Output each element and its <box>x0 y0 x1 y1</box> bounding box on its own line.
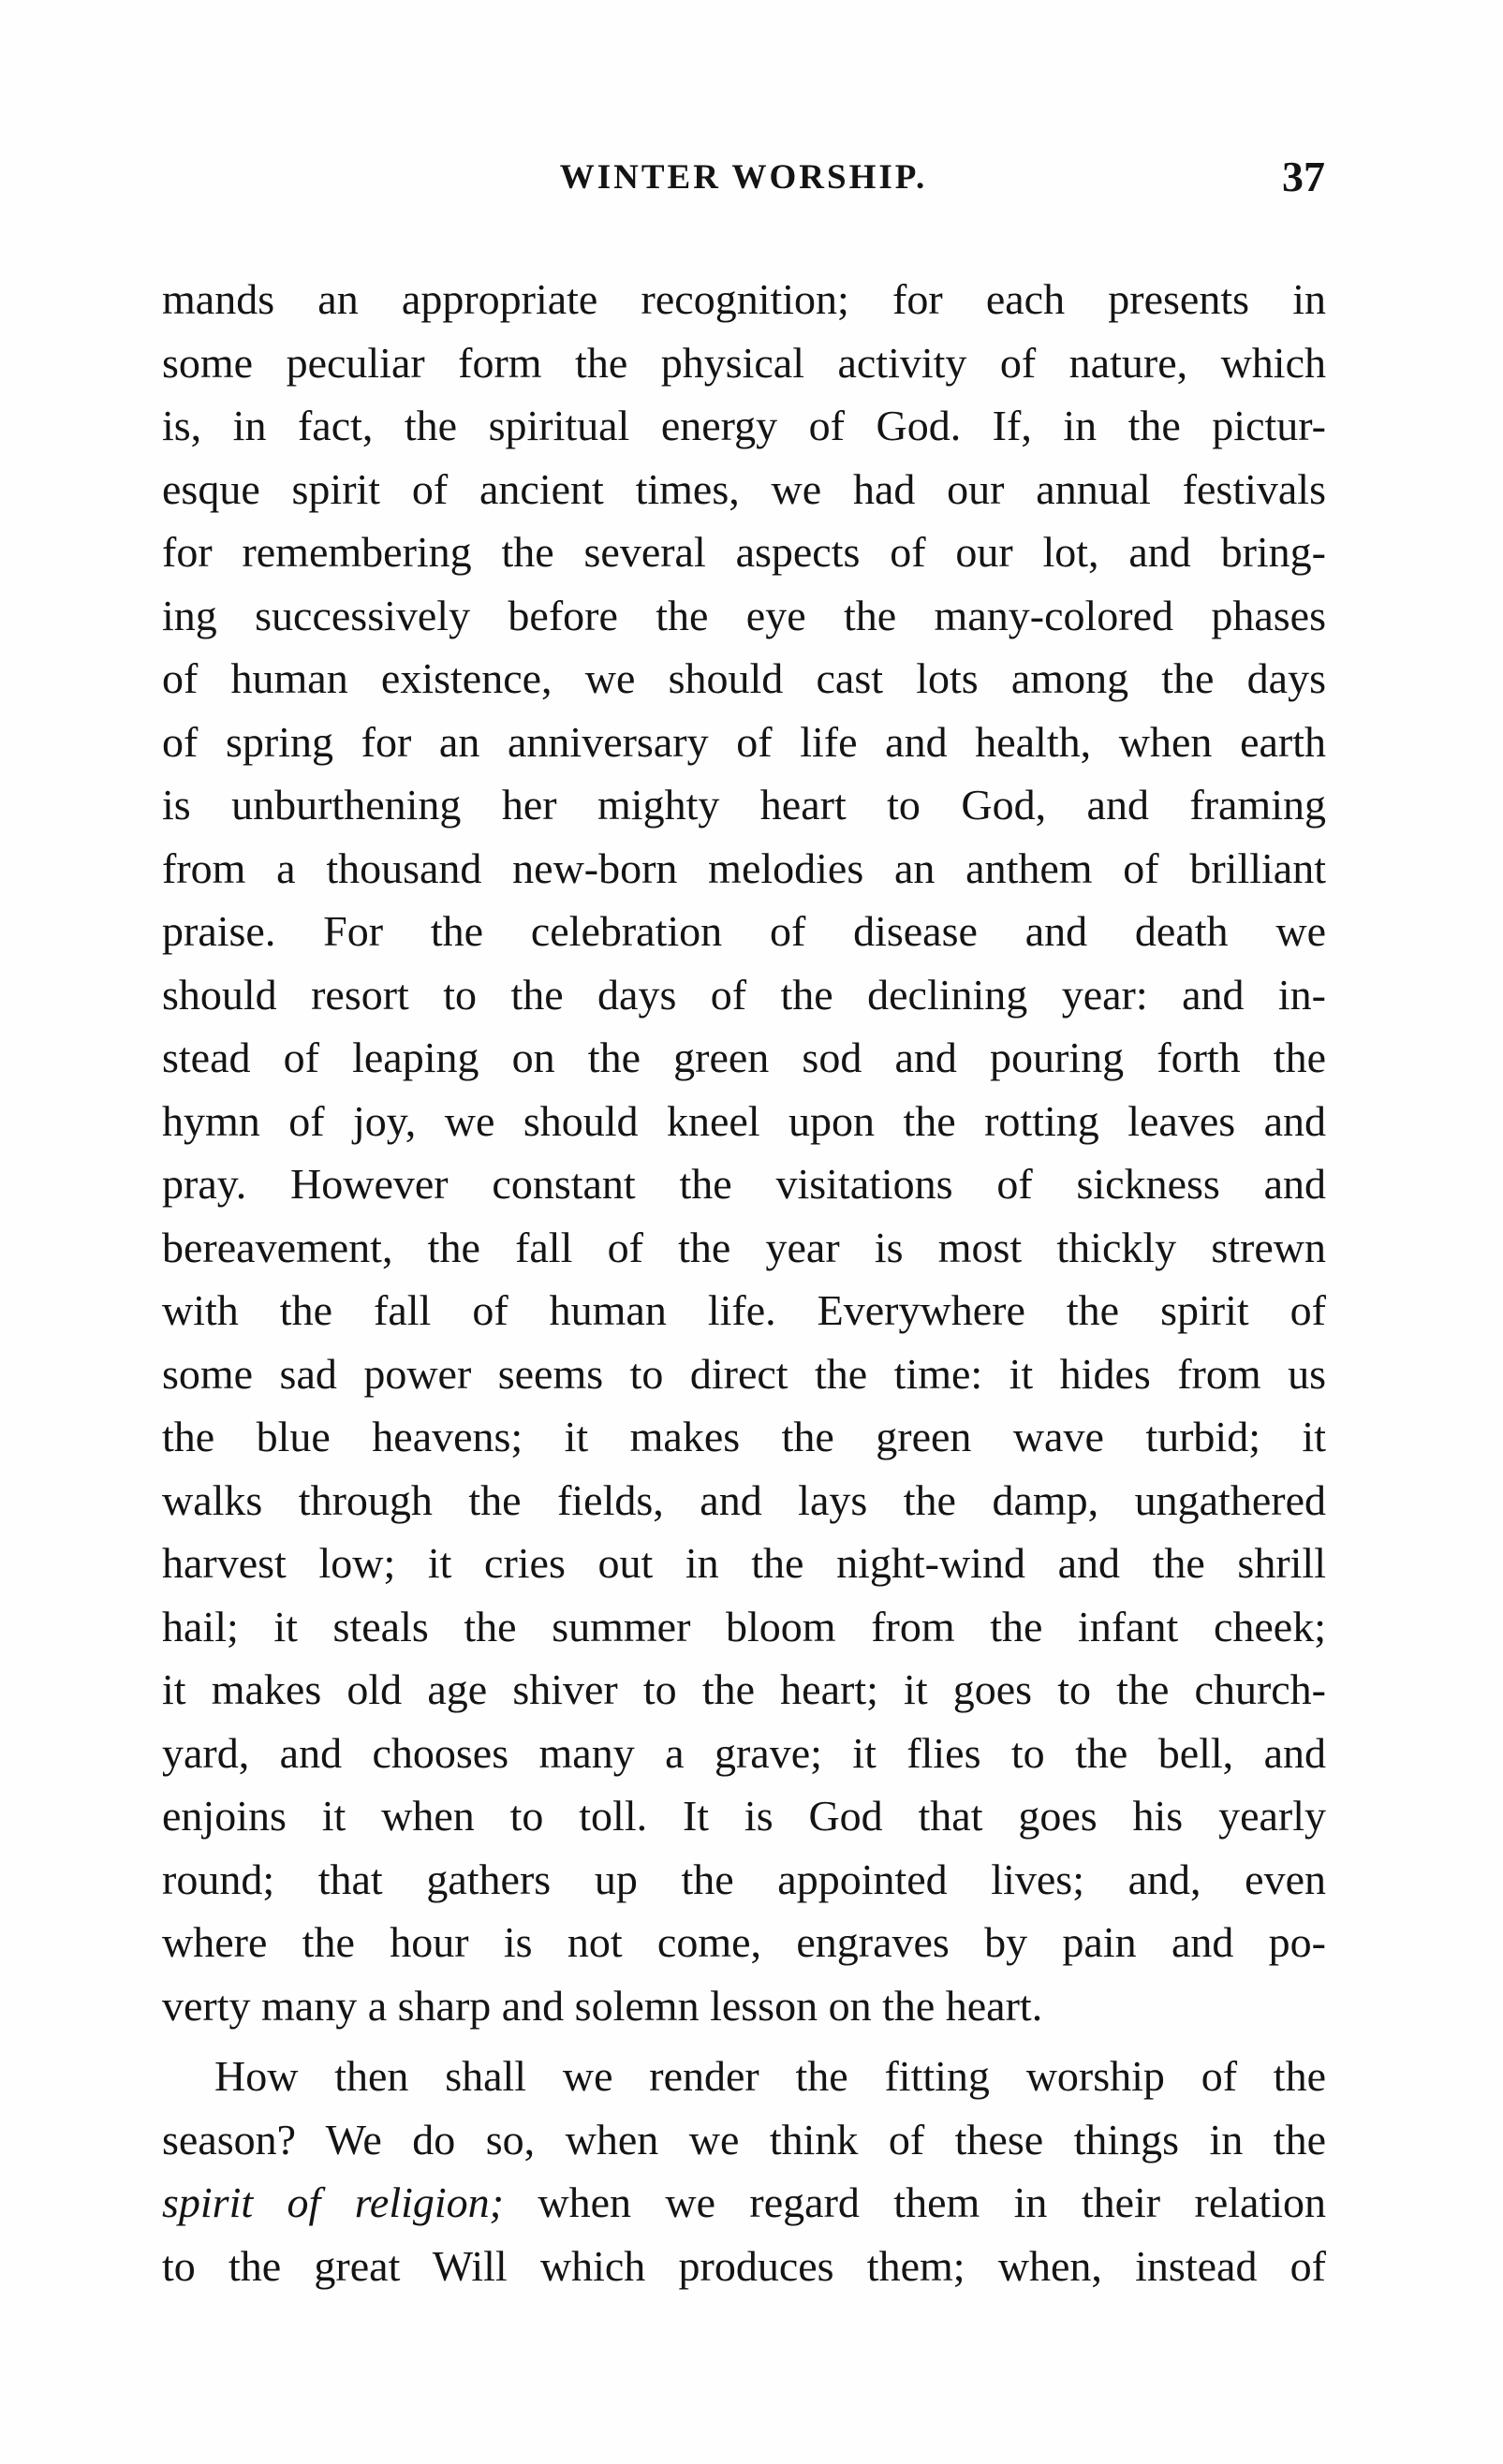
page-number: 37 <box>1282 153 1325 200</box>
text-line: How then shall we render the fitting worship of the <box>214 2052 1326 2100</box>
text-line: is, in fact, the spiritual energy of God. If, in the pictur- <box>162 402 1326 449</box>
text-line: mands an appropriate recognition; for each presents in <box>162 275 1326 323</box>
text-line: of spring for an anniversary of life and health, when earth <box>162 717 1326 766</box>
text-line: from a thousand new-born melodies an anthem of brilliant <box>162 843 1326 892</box>
text-line: for remembering the several aspects of our lot, and bring- <box>162 528 1326 576</box>
text-line: yard, and chooses many a grave; it flies to the bell, and <box>162 1728 1326 1777</box>
text-line: stead of leaping on the green sod and pouring forth the <box>162 1034 1326 1081</box>
text-line: is unburthening her mighty heart to God, and framing <box>162 781 1326 829</box>
text-line: some sad power seems to direct the time: it hides from us <box>162 1349 1326 1398</box>
body-text <box>162 268 1326 2297</box>
text-line: hymn of joy, we should kneel upon the rotting leaves and <box>162 1096 1326 1145</box>
paragraph-2 <box>162 2045 1326 2297</box>
text-line: round; that gathers up the appointed lives; and, even <box>162 1855 1326 1903</box>
text-line: harvest low; it cries out in the night-wind and the shrill <box>162 1539 1326 1587</box>
text-line: verty many a sharp and solemn lesson on the heart. <box>162 1981 1043 2030</box>
text-line: walks through the fields, and lays the damp, ungathered <box>162 1475 1326 1524</box>
text-line: praise. For the celebration of disease and death we <box>162 907 1326 955</box>
text-line: some peculiar form the physical activity of nature, which <box>162 338 1326 387</box>
text-line: where the hour is not come, engraves by pain and po- <box>162 1918 1326 1966</box>
text-line: pray. However constant the visitations of sickness and <box>162 1160 1326 1208</box>
text-line: ing successively before the eye the many-colored phases <box>162 591 1326 639</box>
text-line: it makes old age shiver to the heart; it goes to the church- <box>162 1665 1326 1713</box>
paragraph-1 <box>162 268 1326 2037</box>
page-header <box>162 148 1325 204</box>
text-line: of human existence, we should cast lots among the days <box>162 654 1326 702</box>
text-line: bereavement, the fall of the year is most thickly strewn <box>162 1223 1326 1271</box>
text-line: hail; it steals the summer bloom from the infant cheek; <box>162 1602 1326 1650</box>
text-line: enjoins it when to toll. It is God that goes his yearly <box>162 1792 1326 1840</box>
text-line: to the great Will which produces them; when, instead of <box>162 2241 1326 2290</box>
italic-phrase: spirit of religion; <box>162 2178 504 2226</box>
text-line-mixed <box>162 2171 1326 2235</box>
running-head: WINTER WORSHIP. <box>559 158 928 197</box>
text-line: the blue heavens; it makes the green wave turbid; it <box>162 1413 1326 1460</box>
text-line: season? We do so, when we think of these things in the <box>162 2115 1326 2163</box>
text-line: esque spirit of ancient times, we had our annual festivals <box>162 464 1326 513</box>
text-fragment: when we regard them in their relation <box>503 2178 1326 2226</box>
text-line: should resort to the days of the declining year: and in- <box>162 970 1326 1019</box>
text-line: with the fall of human life. Everywhere the spirit of <box>162 1286 1326 1334</box>
